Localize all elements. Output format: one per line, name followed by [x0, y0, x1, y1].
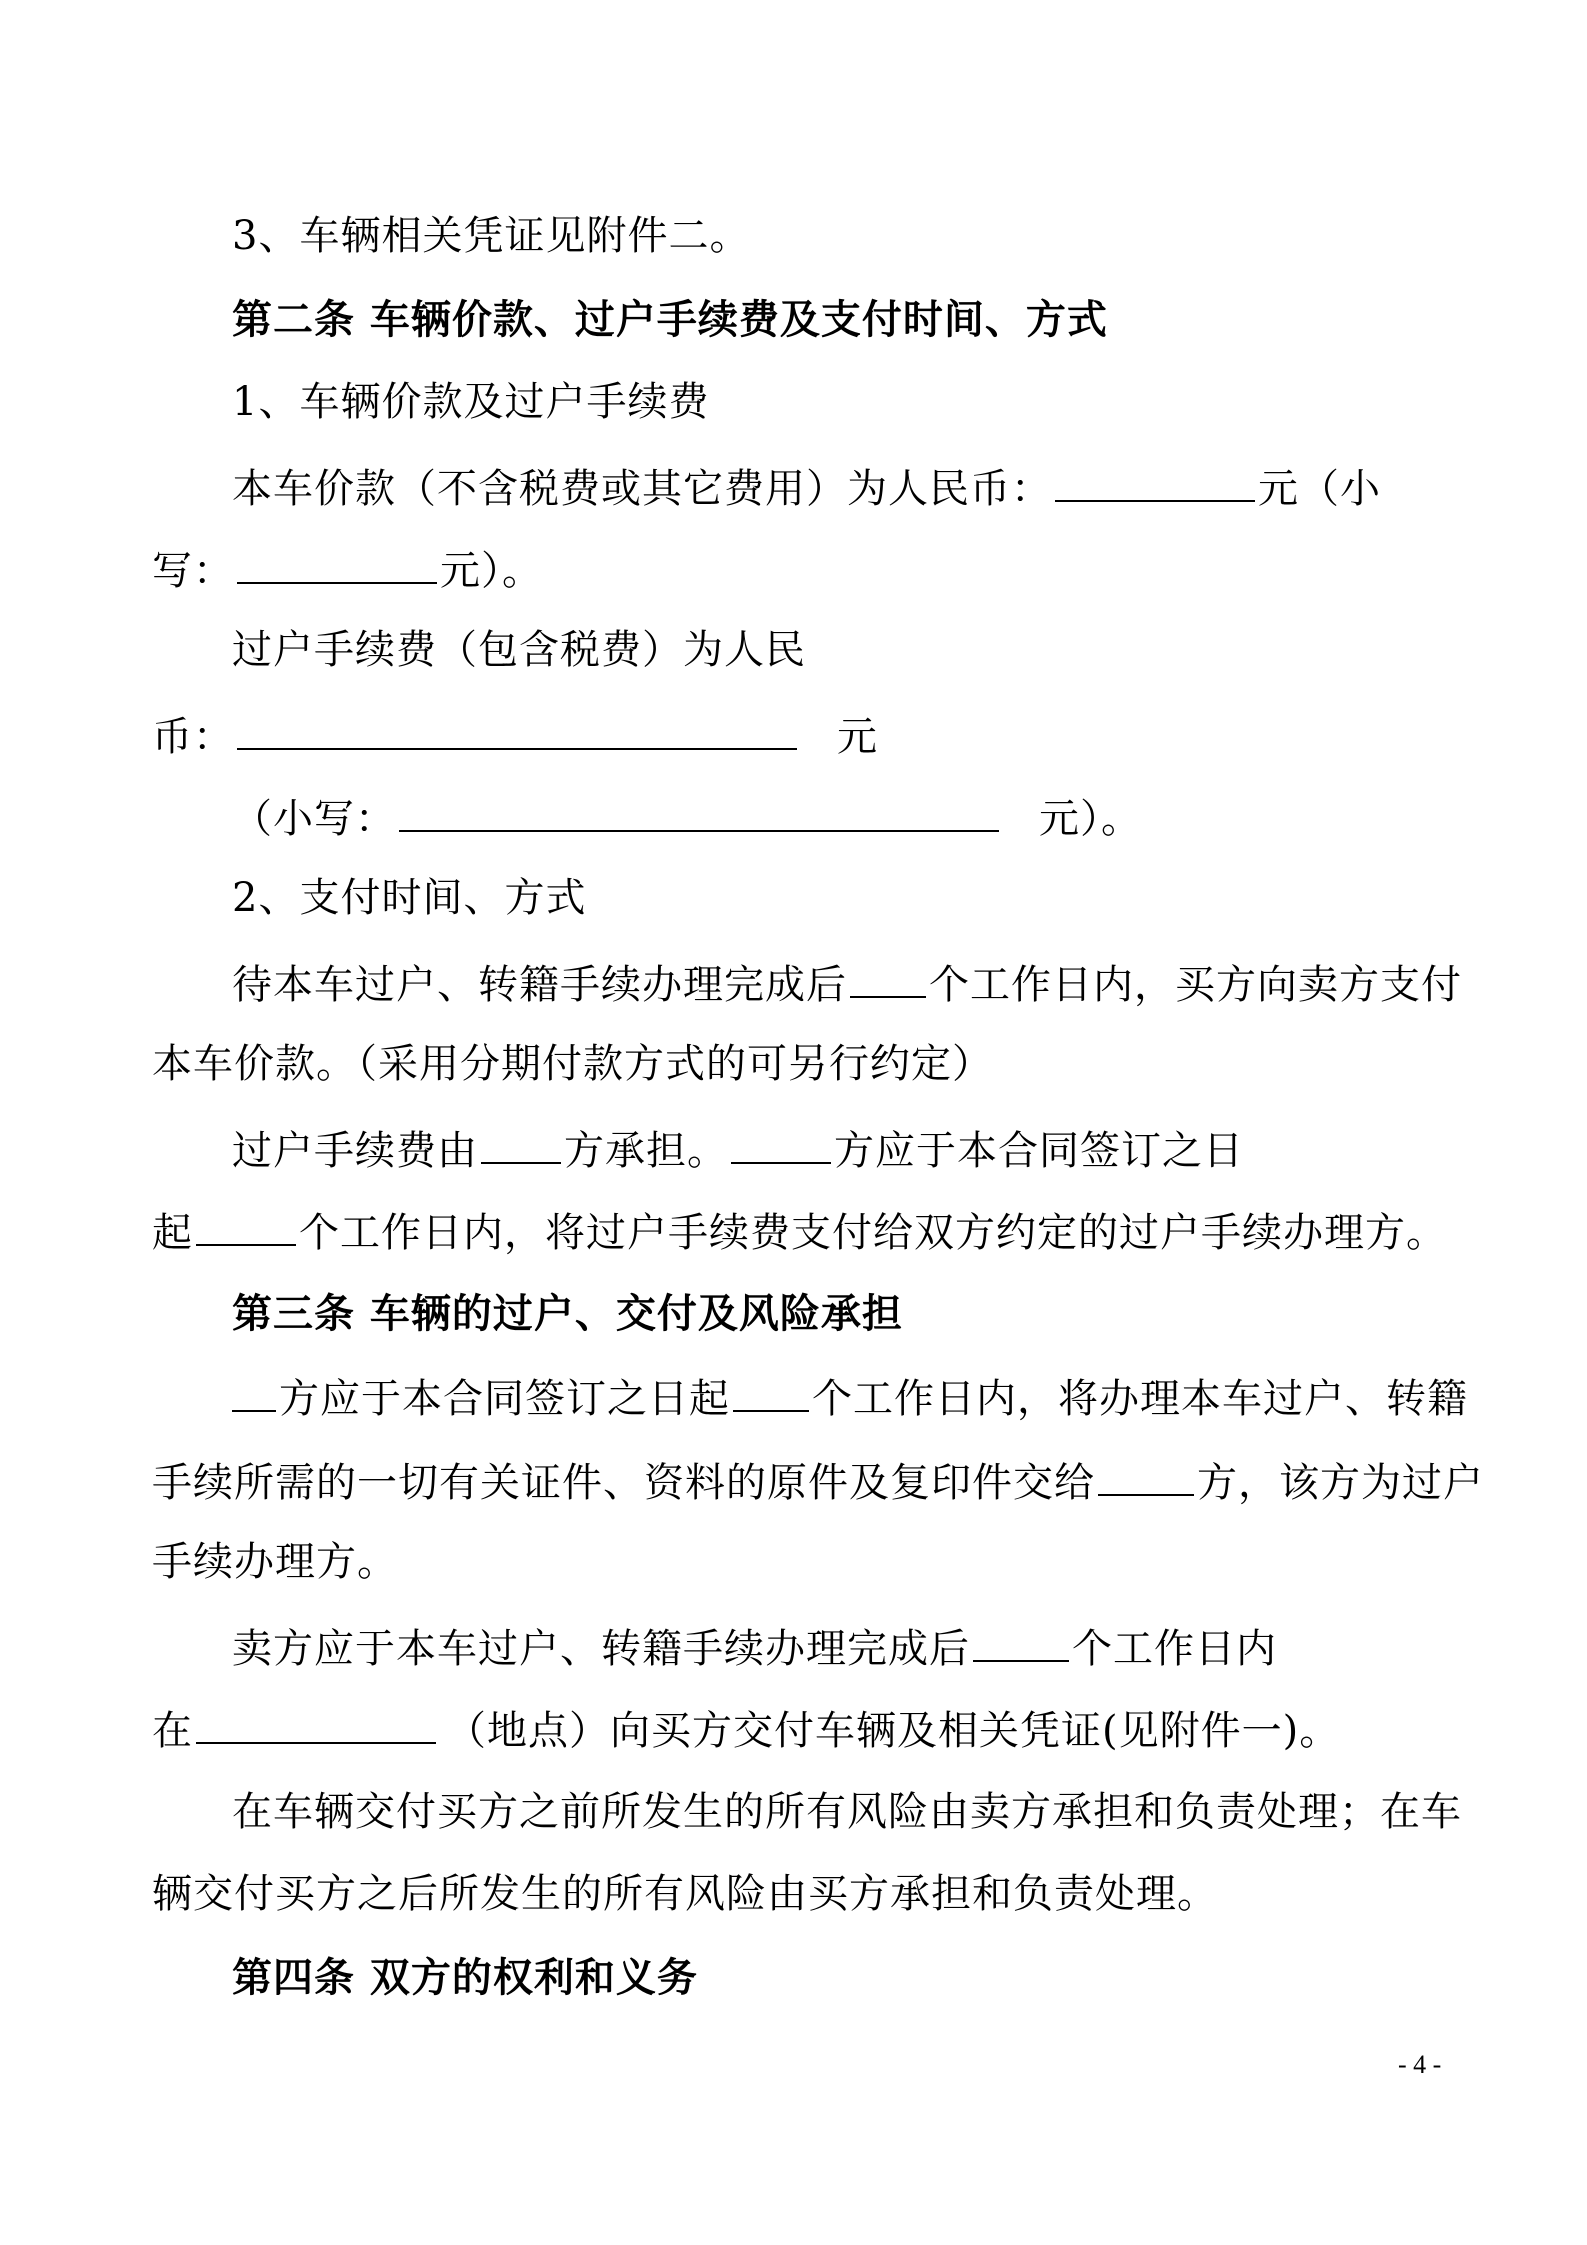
transfer-fee-blank[interactable] — [237, 704, 797, 750]
documents-line: 手续所需的一切有关证件、资料的原件及复印件交给 方，该方为过户 — [152, 1450, 1484, 1513]
fee-bearer-blank[interactable] — [481, 1118, 561, 1164]
location-blank[interactable] — [196, 1698, 436, 1744]
paragraph-line: 过户手续费（包含税费）为人民 — [232, 627, 806, 673]
paragraph-line: 手续办理方。 — [152, 1539, 398, 1585]
workdays-blank[interactable] — [850, 952, 926, 998]
article-three-heading: 第三条 车辆的过户、交付及风险承担 — [232, 1290, 903, 1337]
fee-payment-line: 起 个工作日内，将过户手续费支付给双方约定的过户手续办理方。 — [152, 1200, 1447, 1263]
transfer-fee-lowercase-blank[interactable] — [399, 786, 999, 832]
party-blank[interactable] — [232, 1366, 276, 1412]
transfer-fee-line: 币： 元 — [152, 704, 878, 767]
paragraph-line: 1、车辆价款及过户手续费 — [232, 379, 710, 425]
paragraph-line: 2、支付时间、方式 — [232, 875, 587, 921]
paragraph-line: 辆交付买方之后所发生的所有风险由买方承担和负责处理。 — [152, 1871, 1218, 1917]
fee-bearer-line: 过户手续费由 方承担。 方应于本合同签订之日 — [232, 1118, 1244, 1181]
receiver-party-blank[interactable] — [1098, 1450, 1194, 1496]
paragraph-line: 3、车辆相关凭证见附件二。 — [232, 213, 751, 259]
transfer-fee-lowercase-line: （小写： 元）。 — [232, 786, 1142, 849]
page-number: - 4 - — [1398, 2050, 1442, 2079]
delivery-workdays-blank[interactable] — [973, 1616, 1069, 1662]
paragraph-line: 本车价款。（采用分期付款方式的可另行约定） — [152, 1041, 993, 1087]
price-lowercase-blank[interactable] — [237, 538, 437, 584]
fee-workdays-blank[interactable] — [196, 1200, 296, 1246]
delivery-line: 卖方应于本车过户、转籍手续办理完成后 个工作日内 — [232, 1616, 1277, 1679]
article-four-heading: 第四条 双方的权利和义务 — [232, 1954, 698, 2001]
delivery-location-line: 在 （地点）向买方交付车辆及相关凭证(见附件一)。 — [152, 1698, 1340, 1761]
transfer-workdays-blank[interactable] — [733, 1366, 809, 1412]
payment-line: 待本车过户、转籍手续办理完成后 个工作日内，买方向卖方支付 — [232, 952, 1462, 1015]
transfer-line: 方应于本合同签订之日起 个工作日内，将办理本车过户、转籍 — [232, 1366, 1468, 1429]
article-two-heading: 第二条 车辆价款、过户手续费及支付时间、方式 — [232, 296, 1108, 343]
paragraph-line: 在车辆交付买方之前所发生的所有风险由卖方承担和负责处理；在车 — [232, 1789, 1462, 1835]
price-amount-blank[interactable] — [1055, 456, 1255, 502]
price-line: 本车价款（不含税费或其它费用）为人民币： 元（小 — [232, 456, 1381, 519]
fee-payer-blank[interactable] — [731, 1118, 831, 1164]
price-lowercase-line: 写： 元）。 — [152, 538, 543, 601]
